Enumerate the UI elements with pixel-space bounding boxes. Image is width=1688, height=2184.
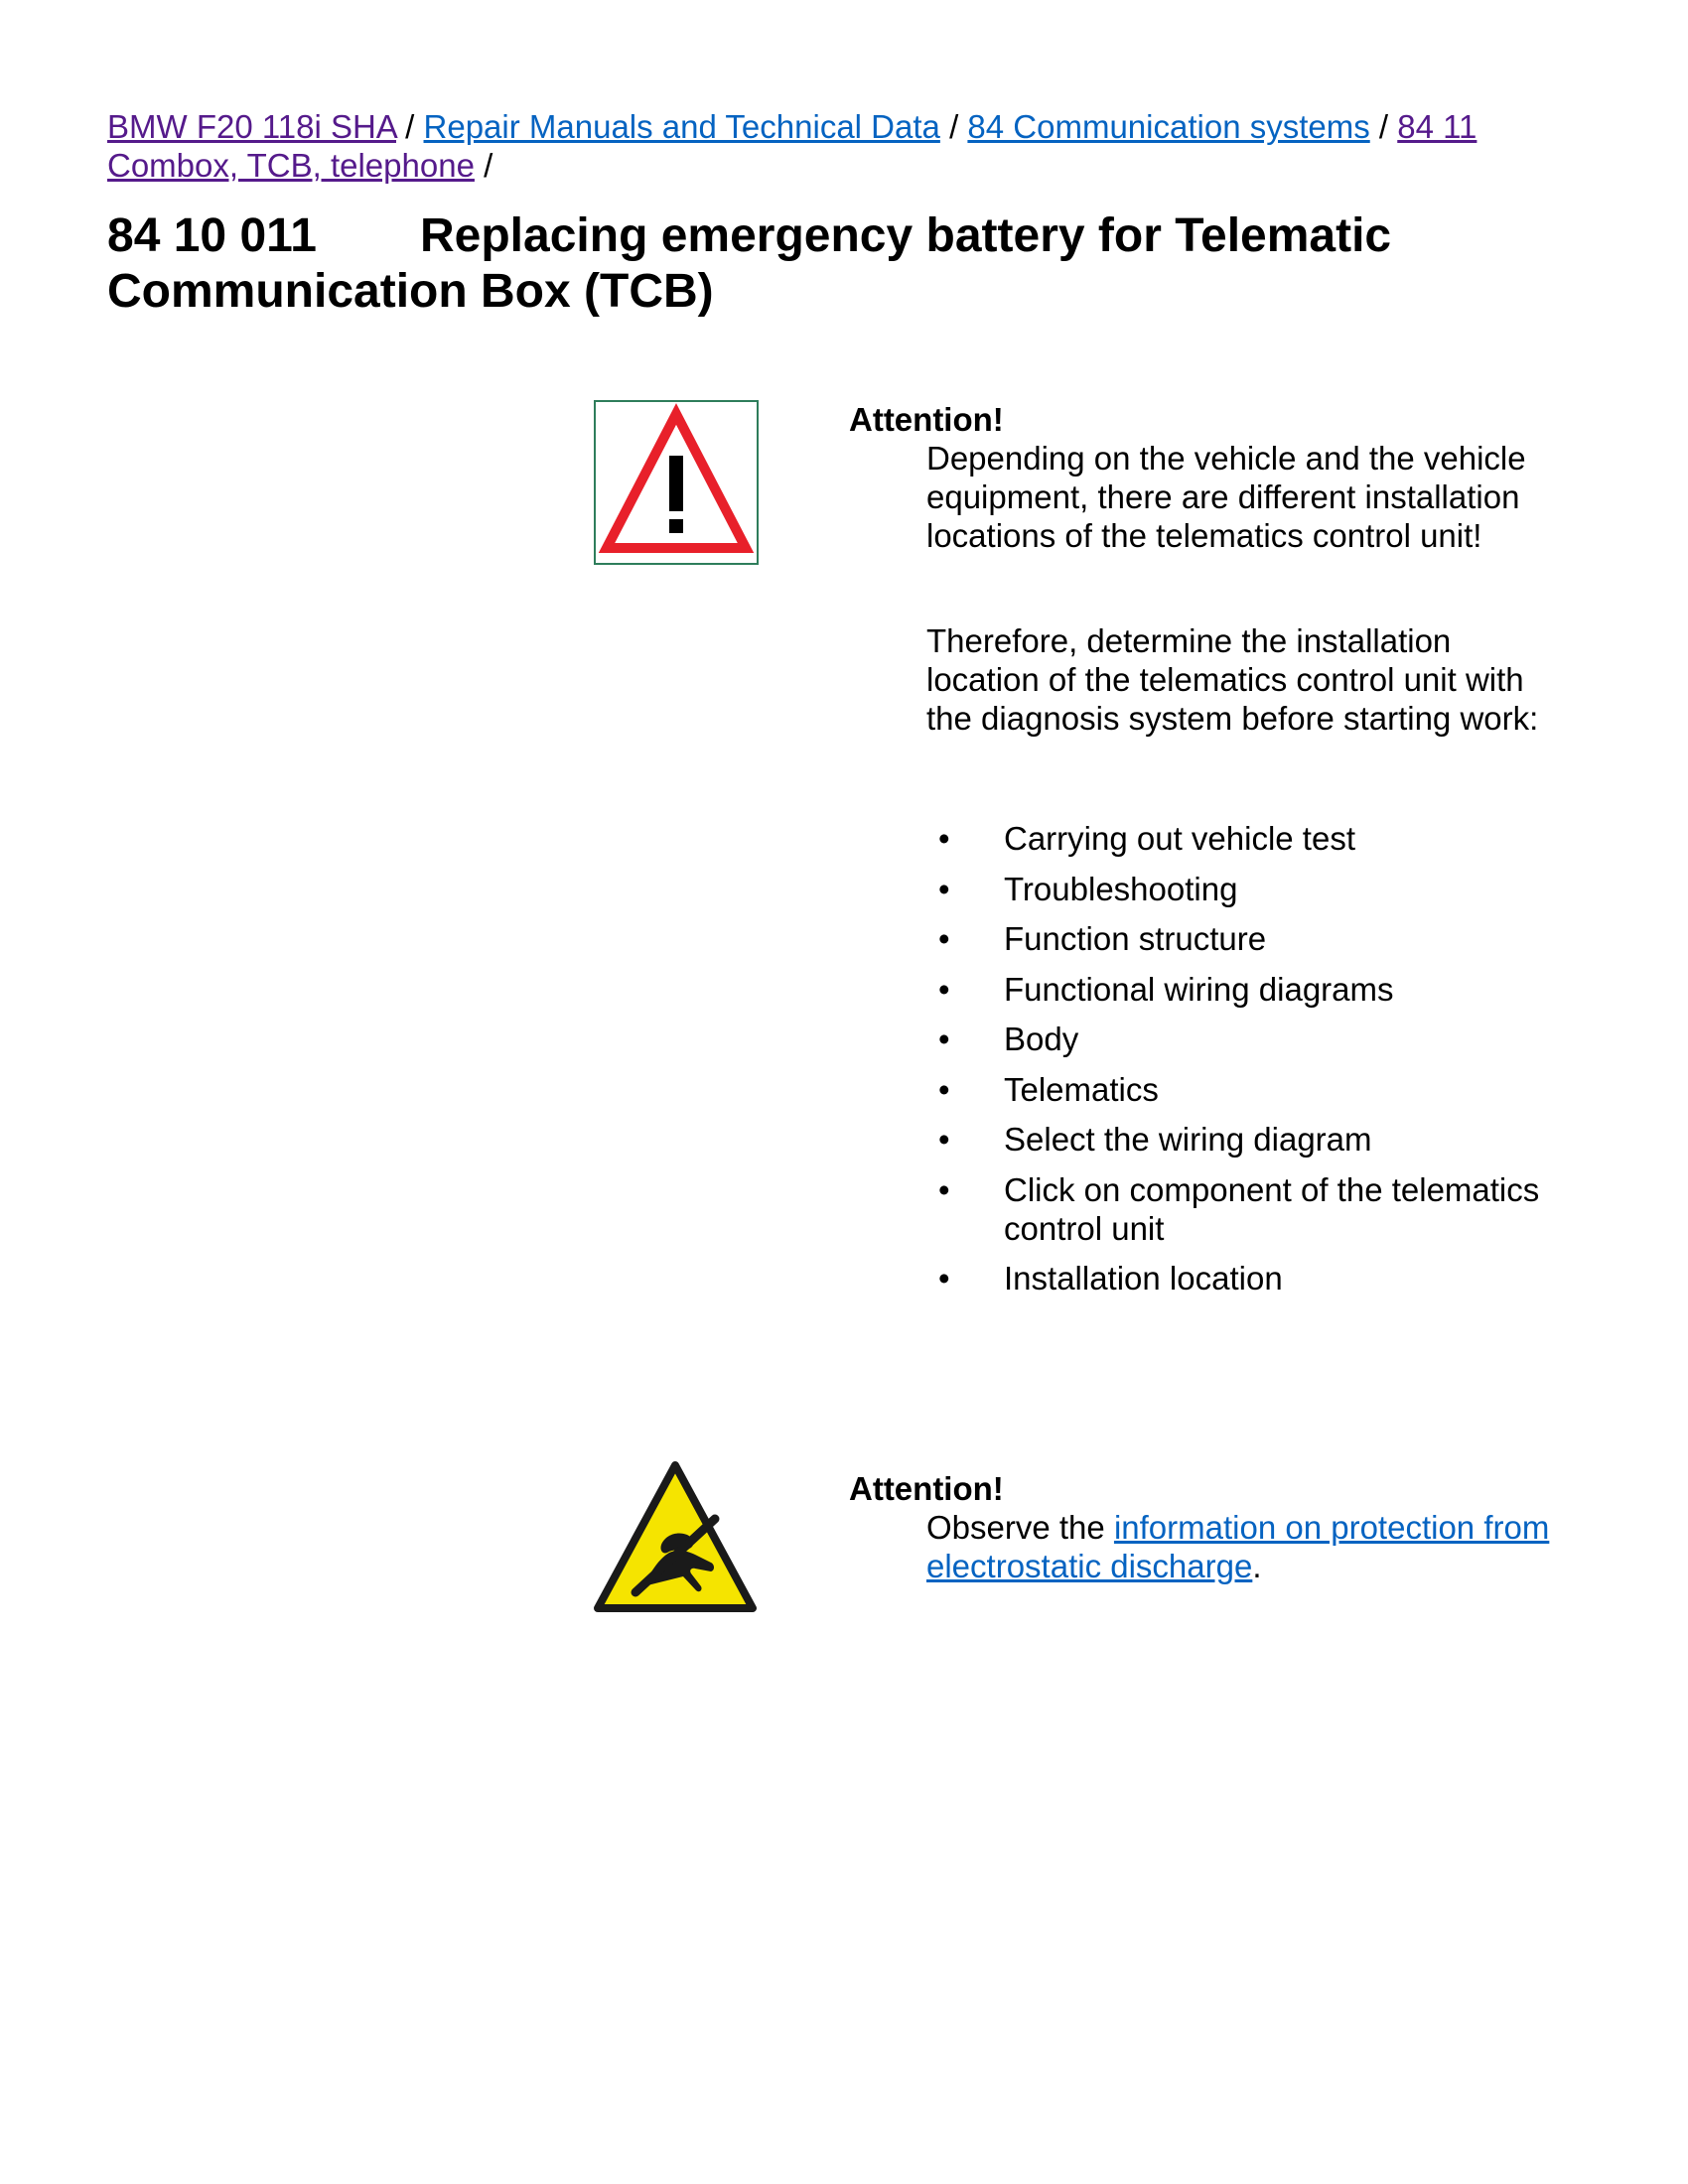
list-item-text: Troubleshooting [1004,870,1238,907]
esd-warning-icon [592,1459,759,1618]
list-item-text: Function structure [1004,920,1267,957]
notice-text: Observe the [926,1509,1114,1546]
warning-triangle-icon [594,400,759,565]
notice-heading: Attention! [849,401,1004,438]
notice-text: . [1252,1548,1262,1584]
breadcrumb-separator: / [484,147,493,184]
notice-paragraph: Therefore, determine the installation location of the telematics control unit with the diagnosis system before starting work: [926,622,1539,737]
list-item-text: Click on component of the telematics control unit [1004,1170,1540,1247]
breadcrumb-link-communication-systems[interactable]: 84 Communication systems [967,108,1370,145]
breadcrumb-link-vehicle[interactable]: BMW F20 118i SHA [107,108,396,145]
breadcrumb-separator: / [1378,108,1398,145]
attention-notice-installation [849,400,1564,738]
list-item: • Select the wiring diagram [938,1121,1372,1158]
list-item: • Body [938,1021,1079,1057]
list-item: • Troubleshooting [938,870,1238,907]
notice-heading: Attention! [849,1470,1004,1507]
list-item-text: Carrying out vehicle test [1004,820,1355,857]
breadcrumb [107,107,1547,185]
list-item: • Installation location [938,1260,1283,1297]
procedure-code: 84 10 011 [107,209,317,262]
notice-paragraph: Depending on the vehicle and the vehicle equipment, there are different installation locations of the telematics control unit! [926,440,1526,554]
diagnosis-steps-list [938,819,1574,1309]
list-item: • Functional wiring diagrams [938,970,1394,1008]
breadcrumb-link-repair-manuals[interactable]: Repair Manuals and Technical Data [423,108,940,145]
list-item-text: Select the wiring diagram [1004,1121,1372,1158]
list-item-text: Body [1004,1021,1079,1057]
list-item-text: Functional wiring diagrams [1004,970,1394,1008]
breadcrumb-separator: / [949,108,968,145]
breadcrumb-link-combox[interactable]: 84 11 Combox, TCB, telephone [107,108,1477,184]
esd-protection-link[interactable]: information on protection from electrostatic discharge [926,1509,1550,1584]
list-item: • Click on component of the telematics control unit [938,1170,1540,1247]
list-item: • Function structure [938,920,1267,957]
page-title [107,208,1597,320]
breadcrumb-separator: / [405,108,424,145]
list-item: • Telematics [938,1070,1159,1108]
list-item-text: Installation location [1004,1260,1283,1297]
list-item: • Carrying out vehicle test [938,820,1355,857]
procedure-title: Replacing emergency battery for Telematic Communication Box (TCB) [107,209,1392,318]
list-item-text: Telematics [1004,1070,1159,1108]
attention-notice-esd [849,1469,1564,1585]
notice-paragraph [926,1508,1564,1585]
